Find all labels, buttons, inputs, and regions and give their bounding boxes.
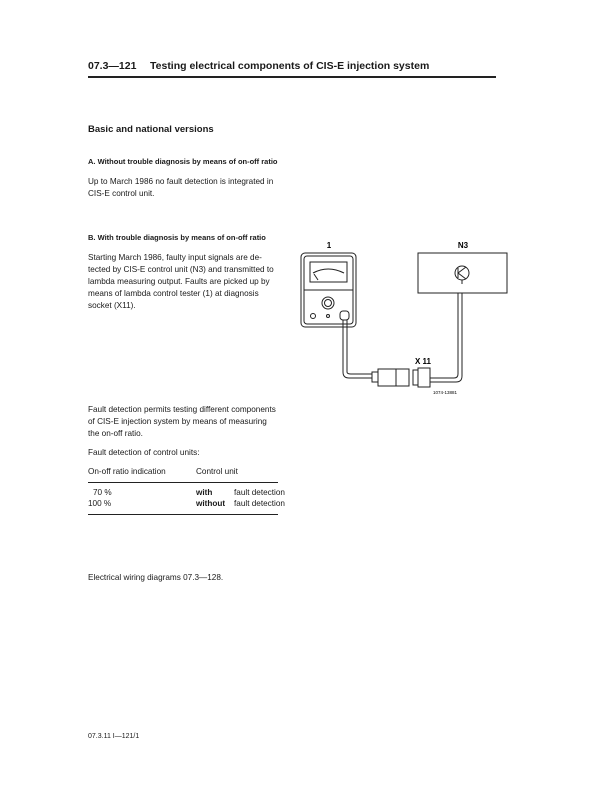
heading-b: B. With trouble diagnosis by means of on-off ratio: [88, 233, 266, 242]
fault-paragraph-line: the on-off ratio.: [88, 429, 143, 438]
paragraph-b-line: tected by CIS-E control unit (N3) and transmitted to: [88, 265, 274, 274]
paragraph-a-line: Up to March 1986 no fault detection is integrated in: [88, 177, 274, 186]
table-intro: Fault detection of control units:: [88, 448, 200, 457]
paragraph-b-line: means of lambda control tester (1) at diagnosis: [88, 289, 259, 298]
heading-a: A. Without trouble diagnosis by means of on-off ratio: [88, 157, 278, 166]
control-unit-label: N3: [457, 241, 469, 250]
paragraph-b-line: lambda measuring output. Faults are picked up by: [88, 277, 270, 286]
detection-cell: fault detection: [234, 488, 285, 497]
mode-cell: without: [196, 499, 226, 508]
wiring-reference: Electrical wiring diagrams 07.3—128.: [88, 573, 224, 582]
control-unit-n3: [418, 253, 507, 293]
fault-paragraph-line: Fault detection permits testing different components: [88, 405, 276, 414]
lambda-tester: [301, 253, 356, 327]
footer-code: 07.3.11 I—121/1: [88, 733, 140, 740]
fault-paragraph-line: of CIS-E injection system by means of measuring: [88, 417, 267, 426]
ratio-cell: 100 %: [88, 499, 112, 508]
table-header-ratio: On-off ratio indication: [88, 467, 166, 476]
table-header-control-unit: Control unit: [196, 467, 238, 476]
page-title: Testing electrical components of CIS-E injection system: [150, 60, 430, 72]
tester-label: 1: [326, 241, 332, 250]
ratio-cell: 70 %: [93, 488, 112, 497]
figure-code: 1074-13881: [432, 390, 458, 395]
section-number: 07.3—121: [88, 60, 137, 72]
diagnosis-socket-x11: [372, 368, 430, 387]
paragraph-a-line: CIS-E control unit.: [88, 189, 155, 198]
socket-label: X 11: [414, 357, 432, 366]
mode-cell: with: [196, 488, 213, 497]
detection-cell: fault detection: [234, 499, 285, 508]
paragraph-b-line: socket (X11).: [88, 301, 136, 310]
section-title: Basic and national versions: [88, 124, 214, 135]
paragraph-b-line: Starting March 1986, faulty input signals are de-: [88, 253, 262, 262]
